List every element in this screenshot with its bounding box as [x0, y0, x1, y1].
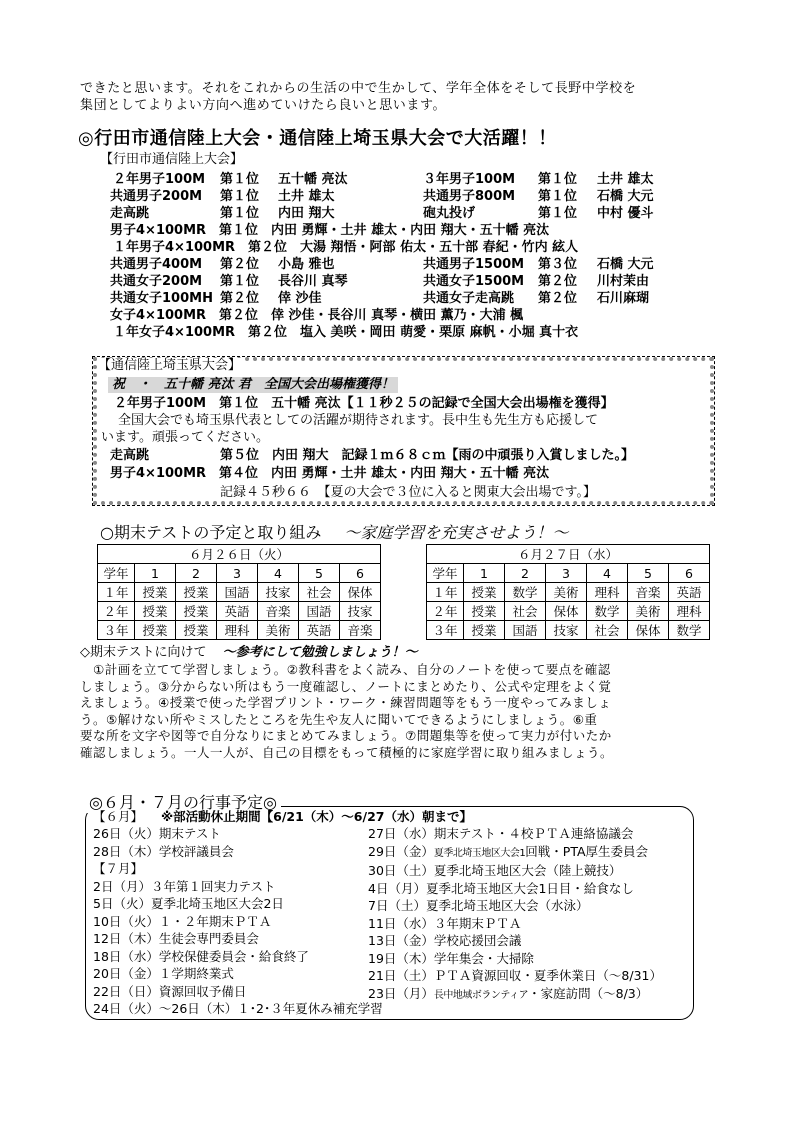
exam-section-title [100, 520, 568, 543]
table-cell: 英語 [299, 621, 340, 640]
table-header-cell: 1 [464, 564, 505, 583]
result-cell: 共通男子200M [110, 189, 203, 204]
result-cell: 共通男子400M [110, 257, 203, 272]
result-cell: 女子4×100MR 第２位 倖 沙佳・長谷川 真琴・横田 薫乃・大浦 楓 [110, 308, 524, 323]
result-row [110, 171, 710, 188]
event-text: ・家庭訪問（～8/3） [528, 985, 649, 1001]
advice-line: えましょう。④授業で使った学習プリント・ワーク・練習問題等をもう一度やってみましょ [80, 695, 612, 710]
table-header-cell: 5 [628, 564, 669, 583]
table-cell: １年 [98, 583, 135, 602]
table-cell: 数学 [669, 621, 710, 640]
result-cell: 第３位 [538, 257, 578, 272]
table-cell: 美術 [546, 583, 587, 602]
event-date: 29日（金） [368, 843, 434, 859]
result-cell: 男子4×100MR 第１位 内田 勇輝・土井 雄太・内田 翔大・五十幡 亮汰 [110, 223, 550, 238]
june-club-note: ※部活動休止期間【6/21（木）～6/27（水）朝まで】 [161, 809, 472, 824]
event-item: 13日（金）学校応援団会議 [368, 933, 522, 948]
saitama-line: 第５位 内田 翔大 記録１ｍ６８ｃｍ【雨の中頑張り入賞しました。】 [220, 448, 635, 463]
saitama-line: 記録４５秒６６ 【夏の大会で３位に入ると関東大会出場です。】 [220, 485, 596, 500]
table-cell: 理科 [217, 621, 258, 640]
event-date: 23日（月） [368, 985, 434, 1001]
table-header-cell: 4 [587, 564, 628, 583]
events-right-col [368, 825, 662, 1004]
table-cell: 技家 [546, 621, 587, 640]
table-row [98, 621, 381, 640]
table-row [427, 602, 710, 621]
result-cell: １年女子4×100MR 第２位 塩入 美咲・岡田 萌愛・栗原 麻帆・小堀 真十衣 [113, 325, 579, 340]
table-cell: 音楽 [340, 621, 381, 640]
result-cell: 第２位 [538, 291, 578, 306]
result-cell: 第１位 [220, 274, 260, 289]
result-cell: 第１位 [538, 172, 578, 187]
table-cell: 国語 [217, 583, 258, 602]
intro-line: 集団としてよりよい方向へ進めていけたら良いと思います。 [80, 98, 447, 113]
table-header-cell: 3 [217, 564, 258, 583]
saitama-label: 【通信陸上埼玉県大会】 [98, 358, 242, 373]
table-cell: 英語 [217, 602, 258, 621]
result-row [110, 205, 710, 222]
track-section-title: ◎行田市通信陸上大会・通信陸上埼玉県大会で大活躍！！ [78, 128, 557, 149]
table-date: ６月２７日（水） [427, 545, 710, 564]
advice-line: 要な所を文字や図等で自分なりにまとめてみましょう。⑦問題集等を使って実力が付いたか [80, 728, 612, 743]
table-cell: 数学 [505, 583, 546, 602]
table-cell: 美術 [258, 621, 299, 640]
advice-line: ①計画を立てて学習しましょう。②教科書をよく読み、自分のノートを使って要点を確認 [80, 662, 611, 677]
event-item: 30日（土）夏季北埼玉地区大会（陸上競技） [368, 863, 622, 878]
result-cell: 第２位 [220, 257, 260, 272]
result-row [110, 273, 710, 290]
saitama-line: ２年男子100M 第１位 五十幡 亮汰【１１秒２５の記録で全国大会出場権を獲得】 [114, 396, 614, 411]
table-cell: 技家 [340, 602, 381, 621]
table-row [427, 621, 710, 640]
event-item: 22日（日）資源回収予備日 [93, 983, 247, 999]
result-cell: 第２位 [220, 291, 260, 306]
result-cell: 共通女子100MH [110, 291, 213, 306]
result-cell: 倖 沙佳 [278, 291, 322, 306]
result-cell: 小島 雅也 [278, 257, 335, 272]
table-cell: 美術 [628, 602, 669, 621]
table-row [98, 583, 381, 602]
result-cell: 走高跳 [110, 206, 150, 221]
table-cell: 授業 [464, 621, 505, 640]
events-june-header [93, 808, 472, 826]
table-cell: ２年 [427, 602, 464, 621]
result-row [110, 290, 710, 307]
event-small-text: 夏季北埼玉地区大会1 [433, 847, 526, 859]
table-cell: ３年 [427, 621, 464, 640]
events-left-col [93, 825, 309, 1000]
table-row [427, 583, 710, 602]
result-cell: 五十幡 亮汰 [278, 172, 348, 187]
result-row [110, 222, 710, 239]
result-cell: １年男子4×100MR 第２位 大湯 翔悟・阿部 佑太・五十部 春紀・竹内 絃人 [113, 240, 579, 255]
event-item: 21日（土）ＰＴＡ資源回収・夏季休業日（～8/31） [368, 968, 662, 983]
table-cell: 保体 [340, 583, 381, 602]
table-cell: 数学 [587, 602, 628, 621]
events-last-line: 24日（火）～26日（木）１･2･３年夏休み補充学習 [93, 1001, 383, 1016]
table-header-cell: 6 [669, 564, 710, 583]
table-header-cell: 2 [176, 564, 217, 583]
table-cell: 授業 [135, 583, 176, 602]
table-cell: 音楽 [628, 583, 669, 602]
schedule-table [97, 544, 381, 640]
table-cell: 社会 [299, 583, 340, 602]
table-header-cell: 学年 [427, 564, 464, 583]
result-cell: 第１位 [538, 206, 578, 221]
result-cell: 土井 雄太 [278, 189, 335, 204]
table-cell: 理科 [669, 602, 710, 621]
table-cell: 保体 [628, 621, 669, 640]
event-item: 4日（月）夏季北埼玉地区大会1日目・給食なし [368, 880, 634, 896]
saitama-line: います。頑張ってください。 [101, 430, 269, 445]
event-item: 11日（水）３年期末ＰＴＡ [368, 915, 522, 931]
table-cell: 授業 [464, 583, 505, 602]
event-item: 10日（火）１・２年期末ＰＴＡ [93, 913, 272, 929]
intro-line: できたと思います。それをこれからの生活の中で生かして、学年全体をそして長野中学校を [80, 81, 637, 96]
table-header-cell: 学年 [98, 564, 135, 583]
table-cell: ３年 [98, 621, 135, 640]
event-item: 27日（水）期末テスト・４校ＰＴＡ連絡協議会 [368, 826, 634, 841]
schedule-table [426, 544, 710, 640]
result-cell: 第１位 [538, 189, 578, 204]
saitama-line: 走高跳 [110, 448, 150, 463]
result-cell: 長谷川 真琴 [278, 274, 348, 289]
table-cell: ２年 [98, 602, 135, 621]
saitama-line: 全国大会でも埼玉県代表としての活躍が期待されます。長中生も先生方も応援して [118, 413, 598, 428]
result-cell: 石川麻瑚 [597, 291, 650, 306]
table-cell: １年 [427, 583, 464, 602]
result-cell: ３年男子100M [423, 172, 516, 187]
table-header-cell: 4 [258, 564, 299, 583]
table-cell: 国語 [505, 621, 546, 640]
result-cell: 第２位 [538, 274, 578, 289]
event-item [368, 985, 662, 1005]
table-cell: 授業 [135, 602, 176, 621]
table-cell: 授業 [176, 583, 217, 602]
table-row [98, 602, 381, 621]
exam-subtitle: ～家庭学習を充実させよう！～ [344, 523, 569, 542]
exam-title: ○期末テストの予定と取り組み [100, 523, 322, 542]
advice-heading-row [80, 645, 418, 661]
result-cell: 第１位 [220, 206, 260, 221]
advice-paragraph [80, 662, 613, 761]
result-cell: 石橋 大元 [597, 257, 654, 272]
events-title: ◎６月・７月の行事予定◎ [85, 790, 281, 813]
event-item [368, 843, 662, 863]
event-item: 12日（木）生徒会専門委員会 [93, 931, 259, 946]
table-header-cell: 6 [340, 564, 381, 583]
event-small-text: 長中地域ボランティア [433, 989, 529, 1001]
table-cell: 理科 [587, 583, 628, 602]
table-cell: 国語 [299, 602, 340, 621]
gyoda-label: 【行田市通信陸上大会】 [100, 152, 244, 167]
table-cell: 英語 [669, 583, 710, 602]
result-cell: 第１位 [220, 172, 260, 187]
table-cell: 保体 [546, 602, 587, 621]
result-cell: 中村 優斗 [597, 206, 654, 221]
event-item: 5日（火）夏季北埼玉地区大会2日 [93, 896, 284, 911]
exam-table-0 [97, 544, 381, 640]
result-cell: 共通男子1500M [423, 257, 525, 272]
table-header-cell: 5 [299, 564, 340, 583]
table-cell: 授業 [176, 602, 217, 621]
result-cell: 共通女子1500M [423, 274, 525, 289]
intro-paragraph [80, 80, 636, 114]
table-header-cell: 3 [546, 564, 587, 583]
result-cell: 共通女子走高跳 [423, 291, 515, 306]
table-cell: 音楽 [258, 602, 299, 621]
saitama-line: 男子4×100MR 第４位 内田 勇輝・土井 雄太・内田 翔大・五十幡 亮汰 [110, 466, 550, 481]
result-cell: 土井 雄太 [597, 172, 654, 187]
result-cell: 共通男子800M [423, 189, 516, 204]
result-cell: 共通女子200M [110, 274, 203, 289]
result-cell: 川村茉由 [597, 274, 650, 289]
advice-subheading: ～参考にして勉強しましょう！～ [222, 645, 418, 660]
event-item: 2日（月）３年第１回実力テスト [93, 878, 276, 894]
table-cell: 授業 [135, 621, 176, 640]
table-cell: 技家 [258, 583, 299, 602]
congrats-banner: 祝 ・ 五十幡 亮汰 君 全国大会出場権獲得！ [108, 377, 398, 393]
table-cell: 社会 [587, 621, 628, 640]
table-date: ６月２６日（火） [98, 545, 381, 564]
advice-line: しましょう。③分からない所はもう一度確認し、ノートにまとめたり、公式や定理をよく覚 [80, 678, 612, 694]
table-header-cell: 1 [135, 564, 176, 583]
gyoda-results [110, 171, 710, 341]
result-row [110, 256, 710, 273]
result-row [110, 239, 710, 256]
table-cell: 授業 [176, 621, 217, 640]
june-label: 【６月】 [93, 809, 144, 824]
event-text: 回戦・PTA厚生委員会 [525, 843, 649, 859]
result-row [110, 188, 710, 205]
advice-heading: ◇期末テストに向けて [80, 645, 207, 660]
event-item: 7日（土）夏季北埼玉地区大会（水泳） [368, 898, 589, 913]
result-cell: 砲丸投げ [423, 206, 476, 221]
event-item: 20日（金）１学期終業式 [93, 966, 234, 981]
advice-line: 確認しましょう。一人一人が、自己の目標をもって積極的に家庭学習に取り組みましょう。 [80, 744, 614, 760]
result-cell: 石橋 大元 [597, 189, 654, 204]
event-item: 26日（火）期末テスト [93, 826, 221, 841]
exam-table-1 [426, 544, 710, 640]
result-cell: 第１位 [220, 189, 260, 204]
table-header-cell: 2 [505, 564, 546, 583]
july-label: 【７月】 [93, 861, 144, 876]
result-cell: ２年男子100M [113, 172, 206, 187]
event-item: 28日（木）学校評議員会 [93, 843, 234, 859]
table-cell: 授業 [464, 602, 505, 621]
result-row [110, 307, 710, 324]
advice-line: う。⑤解けない所やミスしたところを先生や友人に聞いてできるようにしましょう。⑥重 [80, 711, 598, 727]
table-cell: 社会 [505, 602, 546, 621]
result-cell: 内田 翔大 [278, 206, 335, 221]
event-item: 18日（水）学校保健委員会・給食終了 [93, 948, 309, 964]
result-row [110, 324, 710, 341]
event-item: 19日（木）学年集会・大掃除 [368, 950, 534, 966]
